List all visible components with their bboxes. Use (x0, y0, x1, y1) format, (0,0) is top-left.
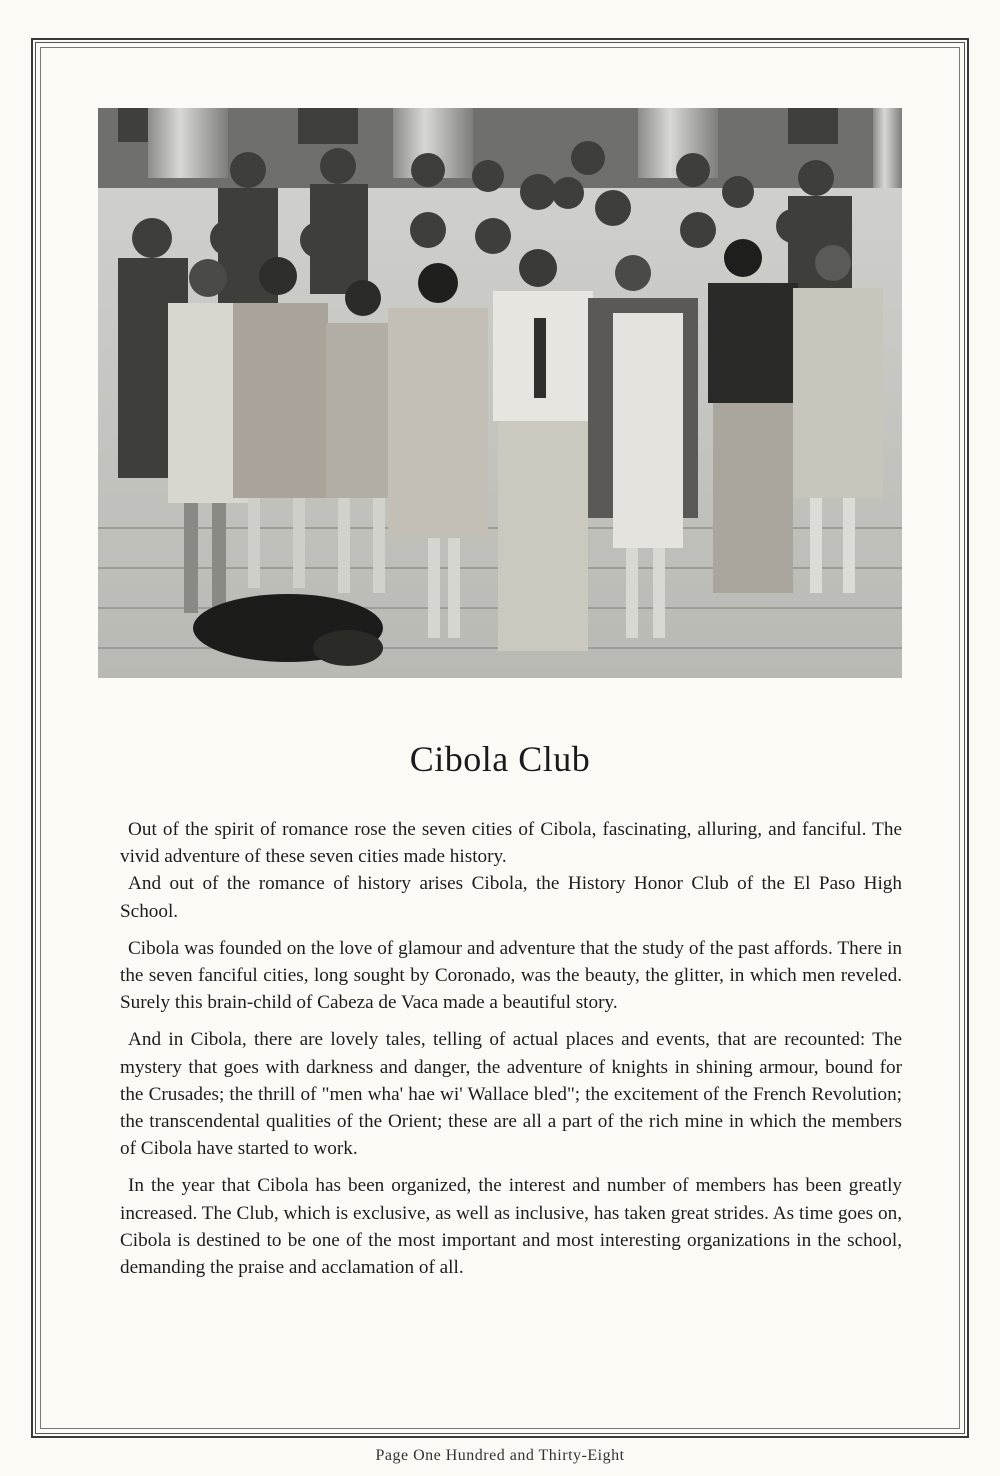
paragraph-3: Cibola was founded on the love of glamour and adventure that the study of the past affords. There in the seven fanciful cities, long sought by Coronado, was the beauty, the glitter, in which men reveled. Surely this brain-child of Cabeza de Vaca made a beautiful story. (120, 937, 902, 1014)
article-body (120, 816, 902, 1281)
page-title: Cibola Club (409, 739, 591, 779)
paragraph-4: And in Cibola, there are lovely tales, telling of actual places and events, that are recounted: The mystery that goes with darkness and danger, the adventure of knights in shining armour, bound for the Crusades; the thrill of "men wha' hae wi' Wallace bled"; the excitement of the French Revolution; the transcendental qualities of the Orient; these are all a part of the rich mine in which the members of Cibola have started to work. (120, 1029, 902, 1160)
group-photo (98, 108, 902, 678)
paragraph-1: Out of the spirit of romance rose the seven cities of Cibola, fascinating, alluring, and fanciful. The vivid adventure of these seven cities made history. (120, 819, 902, 868)
paragraph-5: In the year that Cibola has been organized, the interest and number of members has been greatly increased. The Club, which is exclusive, as well as inclusive, has taken great strides. As time goes on, Cibola is destined to be one of the most important and most interesting organizations in the school, demanding the praise and acclamation of all. (120, 1175, 902, 1279)
page-number-footer: Page One Hundred and Thirty-Eight (375, 1447, 625, 1464)
paragraph-2: And out of the romance of history arises Cibola, the History Honor Club of the El Paso High School. (120, 873, 902, 922)
